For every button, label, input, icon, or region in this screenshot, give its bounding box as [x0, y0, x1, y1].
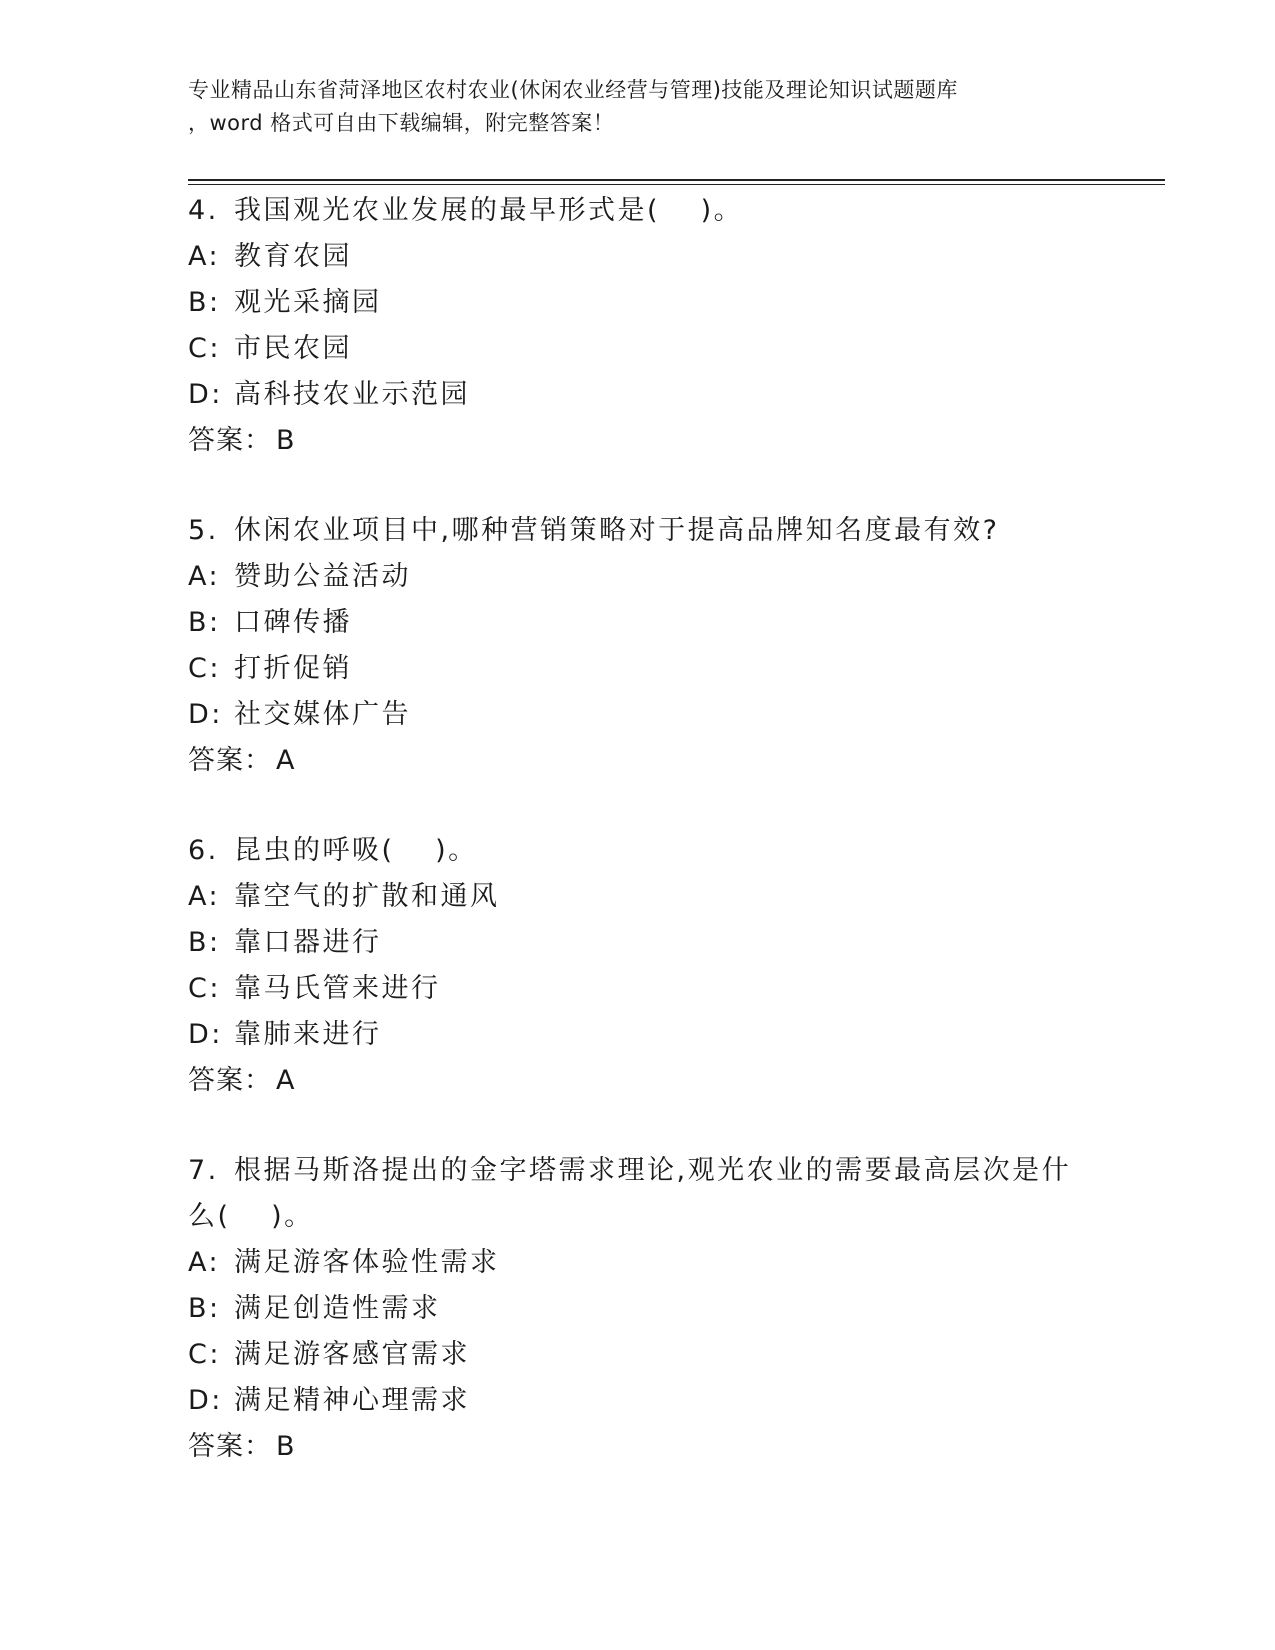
answer-value: A — [276, 745, 296, 776]
option-d — [188, 1378, 1088, 1424]
option-a — [188, 1240, 1088, 1286]
option-c — [188, 646, 1088, 692]
option-d — [188, 1012, 1088, 1058]
option-text: 靠口器进行 — [234, 927, 382, 958]
option-letter: B: — [188, 1293, 221, 1324]
option-text: 口碑传播 — [234, 607, 352, 638]
answer-label: 答案： — [188, 1065, 272, 1096]
answer-value: B — [276, 425, 296, 456]
option-text: 教育农园 — [234, 241, 352, 272]
answer-value: A — [276, 1065, 296, 1096]
answer-value: B — [276, 1431, 296, 1462]
option-text: 高科技农业示范园 — [234, 379, 470, 410]
option-b — [188, 600, 1088, 646]
option-letter: D: — [188, 379, 223, 410]
option-a — [188, 554, 1088, 600]
option-text: 靠空气的扩散和通风 — [234, 881, 500, 912]
option-letter: C: — [188, 333, 221, 364]
header-subtitle-line: ，word 格式可自由下载编辑，附完整答案！ — [188, 111, 615, 135]
option-text: 满足精神心理需求 — [234, 1385, 470, 1416]
header-title-line: 专业精品山东省菏泽地区农村农业(休闲农业经营与管理)技能及理论知识试题题库 — [188, 78, 958, 102]
question-number: 4. — [188, 195, 219, 226]
question-number: 6. — [188, 835, 219, 866]
option-a — [188, 234, 1088, 280]
option-letter: A: — [188, 241, 221, 272]
option-letter: D: — [188, 1385, 223, 1416]
option-b — [188, 1286, 1088, 1332]
option-text: 满足游客感官需求 — [234, 1339, 470, 1370]
option-letter: A: — [188, 561, 221, 592]
question-text: 根据马斯洛提出的金字塔需求理论,观光农业的需要最高层次是什 — [234, 1155, 1072, 1186]
answer-label: 答案： — [188, 425, 272, 456]
option-text: 靠马氏管来进行 — [234, 973, 441, 1004]
answer-line — [188, 1058, 1088, 1104]
document-header — [188, 74, 1088, 140]
question-stem-continuation: 么( )。 — [188, 1201, 314, 1232]
question-list — [188, 188, 1088, 1514]
answer-line — [188, 738, 1088, 784]
question-number: 5. — [188, 515, 219, 546]
question-stem — [188, 828, 1088, 874]
option-b — [188, 280, 1088, 326]
question-stem — [188, 188, 1088, 234]
header-divider — [188, 179, 1165, 181]
option-c — [188, 1332, 1088, 1378]
option-letter: B: — [188, 927, 221, 958]
question-text: 我国观光农业发展的最早形式是( )。 — [234, 195, 744, 226]
question-stem — [188, 508, 1088, 554]
header-divider-thin — [188, 184, 1165, 185]
option-c — [188, 326, 1088, 372]
option-letter: A: — [188, 1247, 221, 1278]
option-b — [188, 920, 1088, 966]
question-item — [188, 508, 1088, 784]
option-text: 赞助公益活动 — [234, 561, 411, 592]
question-item — [188, 1148, 1088, 1470]
answer-label: 答案： — [188, 745, 272, 776]
option-letter: C: — [188, 1339, 221, 1370]
option-text: 市民农园 — [234, 333, 352, 364]
option-text: 满足游客体验性需求 — [234, 1247, 500, 1278]
answer-line — [188, 418, 1088, 464]
option-a — [188, 874, 1088, 920]
option-letter: D: — [188, 1019, 223, 1050]
answer-label: 答案： — [188, 1431, 272, 1462]
question-item — [188, 828, 1088, 1104]
option-text: 社交媒体广告 — [234, 699, 411, 730]
option-letter: C: — [188, 653, 221, 684]
option-d — [188, 372, 1088, 418]
option-text: 观光采摘园 — [234, 287, 382, 318]
option-letter: D: — [188, 699, 223, 730]
question-number: 7. — [188, 1155, 219, 1186]
answer-line — [188, 1424, 1088, 1470]
option-text: 打折促销 — [234, 653, 352, 684]
option-letter: A: — [188, 881, 221, 912]
question-item — [188, 188, 1088, 464]
option-text: 靠肺来进行 — [234, 1019, 382, 1050]
option-letter: B: — [188, 287, 221, 318]
question-text: 昆虫的呼吸( )。 — [234, 835, 478, 866]
question-stem — [188, 1148, 1088, 1194]
option-letter: B: — [188, 607, 221, 638]
option-d — [188, 692, 1088, 738]
option-letter: C: — [188, 973, 221, 1004]
question-text: 休闲农业项目中,哪种营销策略对于提高品牌知名度最有效? — [234, 515, 1000, 546]
option-c — [188, 966, 1088, 1012]
option-text: 满足创造性需求 — [234, 1293, 441, 1324]
